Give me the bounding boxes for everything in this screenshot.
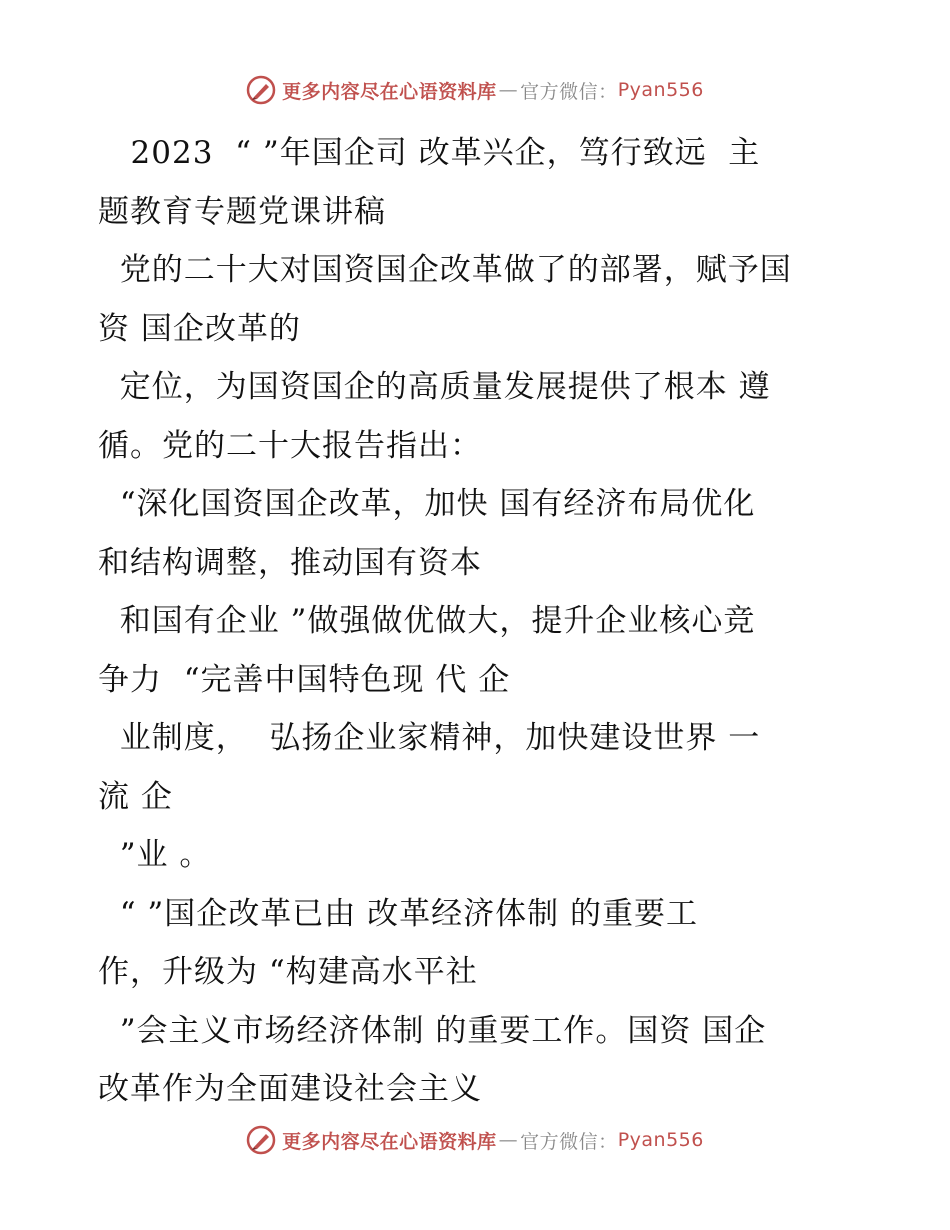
text-line: 流 企 [98,778,173,815]
text-line: 循。党的二十大报告指出： [98,427,482,464]
text-line: 改革作为全面建设社会主义 [98,1071,482,1107]
text-line: 定位，为国资国企的高质量发展提供了根本 遵 [98,369,771,405]
pen-logo-icon [246,75,276,105]
text-line: 和国有企业 ”做强做优做大，提升企业核心竞 [98,603,756,639]
text-line: 和结构调整，推动国有资本 [98,544,482,581]
header-watermark [0,70,950,110]
text-line: “ ”国企改革已由 改革经济体制 的重要工 [98,895,698,932]
document-body [98,124,858,1119]
watermark-wechat-id: Pyan556 [617,79,704,101]
footer-watermark [0,1120,950,1160]
text-line: ”会主义市场经济体制 的重要工作。国资 国企 [98,1012,767,1049]
text-line: 作，升级为 “构建高水平社 [98,954,478,990]
watermark-sub-text: 官方微信： [520,80,618,103]
pen-logo-icon [246,1125,276,1155]
text-line: 2023 “ ”年国企司 改革兴企，笃行致远 主 [98,135,761,171]
text-line: “深化国资国企改革，加快 国有经济布局优化 [98,486,756,522]
watermark-sub-text: 官方微信： [520,1130,618,1153]
watermark-main-text: 更多内容尽在心语资料库 [282,80,497,103]
watermark-separator: — [498,1129,519,1151]
watermark-separator: — [498,79,519,101]
text-line: ”业 。 [98,837,212,873]
text-line: 争力 “完善中国特色现 代 企 [98,661,511,698]
text-line: 资 国企改革的 [98,310,301,347]
watermark-wechat-id: Pyan556 [617,1129,704,1151]
watermark-main-text: 更多内容尽在心语资料库 [282,1130,497,1153]
text-line: 业制度， 弘扬企业家精神，加快建设世界 一 [98,720,761,756]
text-line: 题教育专题党课讲稿 [98,193,386,230]
text-line: 党的二十大对国资国企改革做了的部署，赋予国 [98,252,792,288]
